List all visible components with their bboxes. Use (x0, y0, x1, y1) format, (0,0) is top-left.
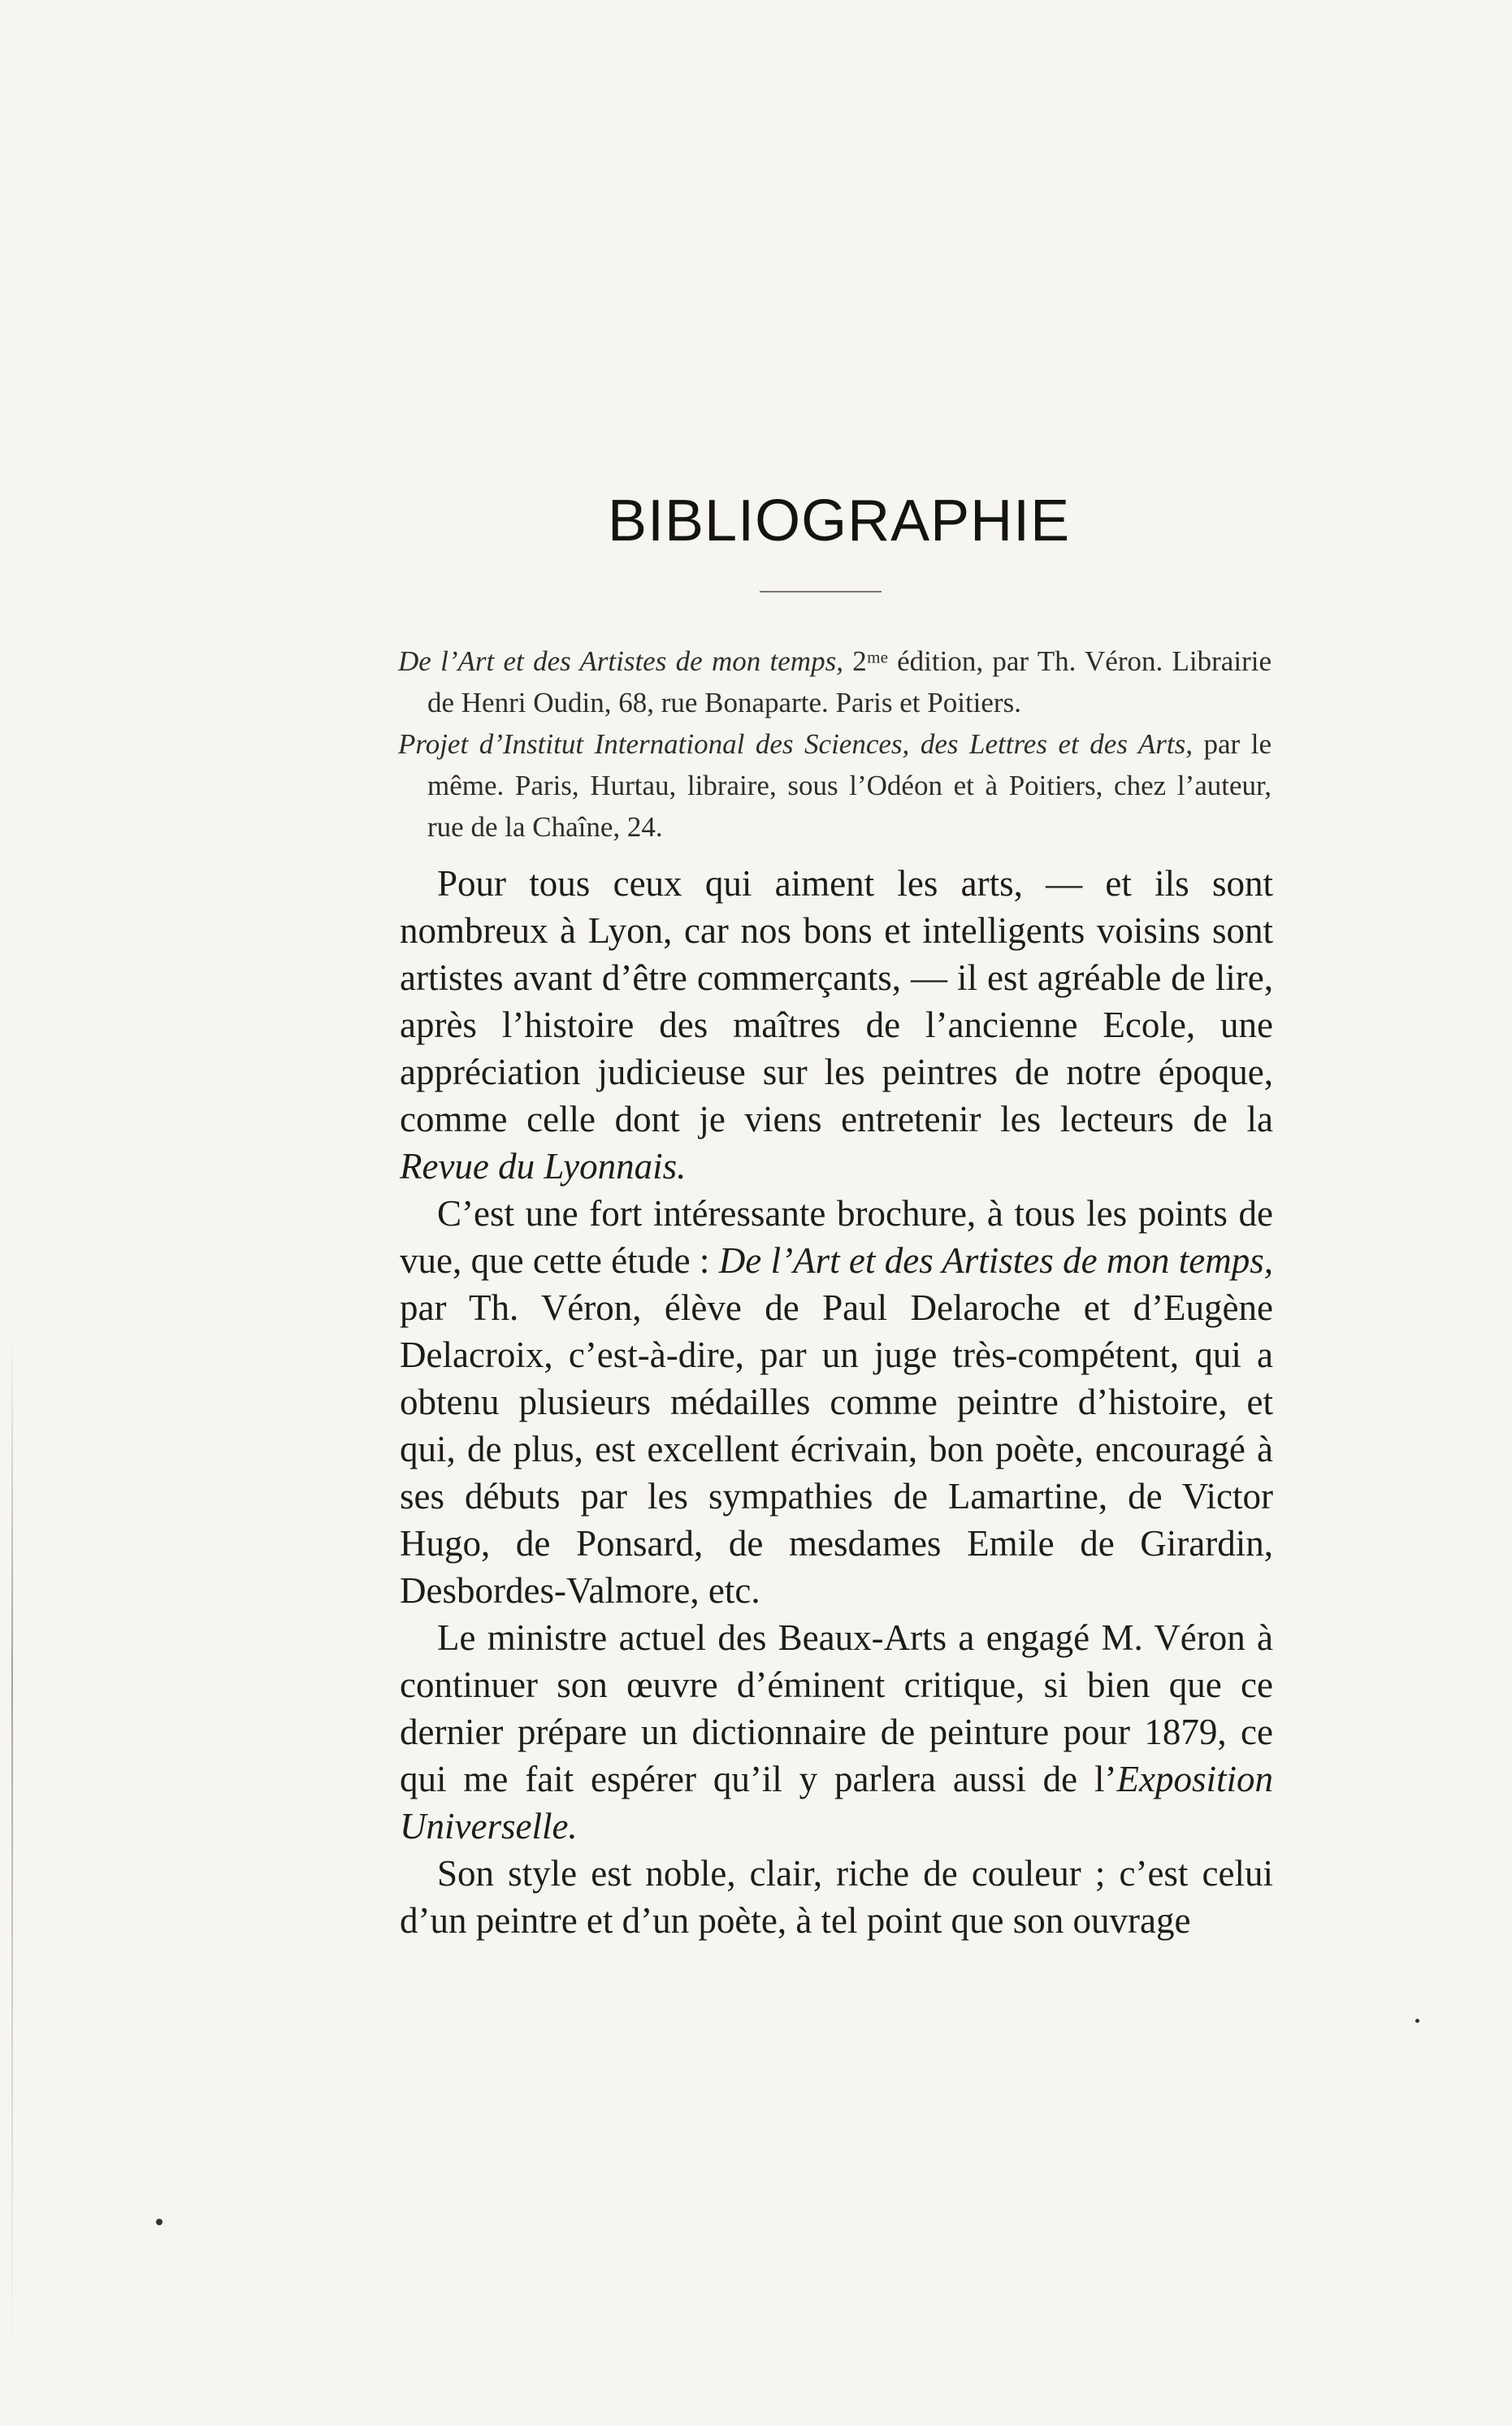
bibliography-entry (398, 723, 1272, 848)
paragraph-text: C’est une fort intéressante brochure, à tous les points de vue, que cette étude : (400, 1193, 1273, 1281)
bibliography-work-title: Projet d’Institut International des Sciences, des Lettres et des Arts, (398, 728, 1193, 760)
scan-dot (1415, 2019, 1419, 2023)
paragraph (400, 1614, 1273, 1850)
paragraph (400, 860, 1273, 1190)
paragraph (400, 1850, 1273, 1944)
scan-edge-line (11, 1333, 13, 2357)
review-body (400, 860, 1273, 1944)
bibliography-entry (398, 640, 1272, 723)
page-title: BIBLIOGRAPHIE (608, 488, 1071, 553)
italic-book-title: De l’Art et des Artistes de mon temps, (718, 1240, 1273, 1281)
italic-publication-title: Revue du Lyonnais. (400, 1146, 687, 1187)
bibliography-section (398, 640, 1272, 848)
paragraph-text: Le ministre actuel des Beaux-Arts a engagé M. Véron à continuer son œuvre d’éminent critique, si bien que ce dernier prépare un dictionnaire de peinture pour 1879, ce qui me fait espérer qu’il y parlera aussi de l’ (400, 1617, 1273, 1799)
title-divider (760, 591, 882, 592)
paragraph-text: Pour tous ceux qui aiment les arts, — et ils sont nombreux à Lyon, car nos bons et intelligents voisins sont artistes avant d’être commerçants, — il est agréable de lire, après l’histoire des maîtres de l’ancienne Ecole, une appréciation judicieuse sur les peintres de notre époque, comme celle dont je viens entretenir les lecteurs de la (400, 863, 1273, 1139)
bibliography-details: par le même. Paris, Hurtau, libraire, sous l’Odéon et à Poitiers, chez l’auteur, rue de la Chaîne, 24. (427, 728, 1272, 843)
bibliography-details: 2ᵐᵉ édition, par Th. Véron. Librairie de Henri Oudin, 68, rue Bonaparte. Paris et Poitiers. (427, 645, 1272, 718)
paragraph-text: Son style est noble, clair, riche de couleur ; c’est celui d’un peintre et d’un poète, à tel point que son ouvrage (400, 1853, 1273, 1941)
paragraph-text: par Th. Véron, élève de Paul Delaroche et d’Eugène Delacroix, c’est-à-dire, par un juge très-compétent, qui a obtenu plusieurs médailles comme peintre d’histoire, et qui, de plus, est excellent écrivain, bon poète, encouragé à ses débuts par les sympathies de Lamartine, de Victor Hugo, de Ponsard, de mesdames Emile de Girardin, Desbordes-Valmore, etc. (400, 1287, 1273, 1611)
scan-dot (156, 2219, 162, 2225)
italic-exhibition-title: Exposition Universelle. (400, 1759, 1273, 1847)
paragraph (400, 1190, 1273, 1614)
bibliography-work-title: De l’Art et des Artistes de mon temps, (398, 645, 843, 677)
